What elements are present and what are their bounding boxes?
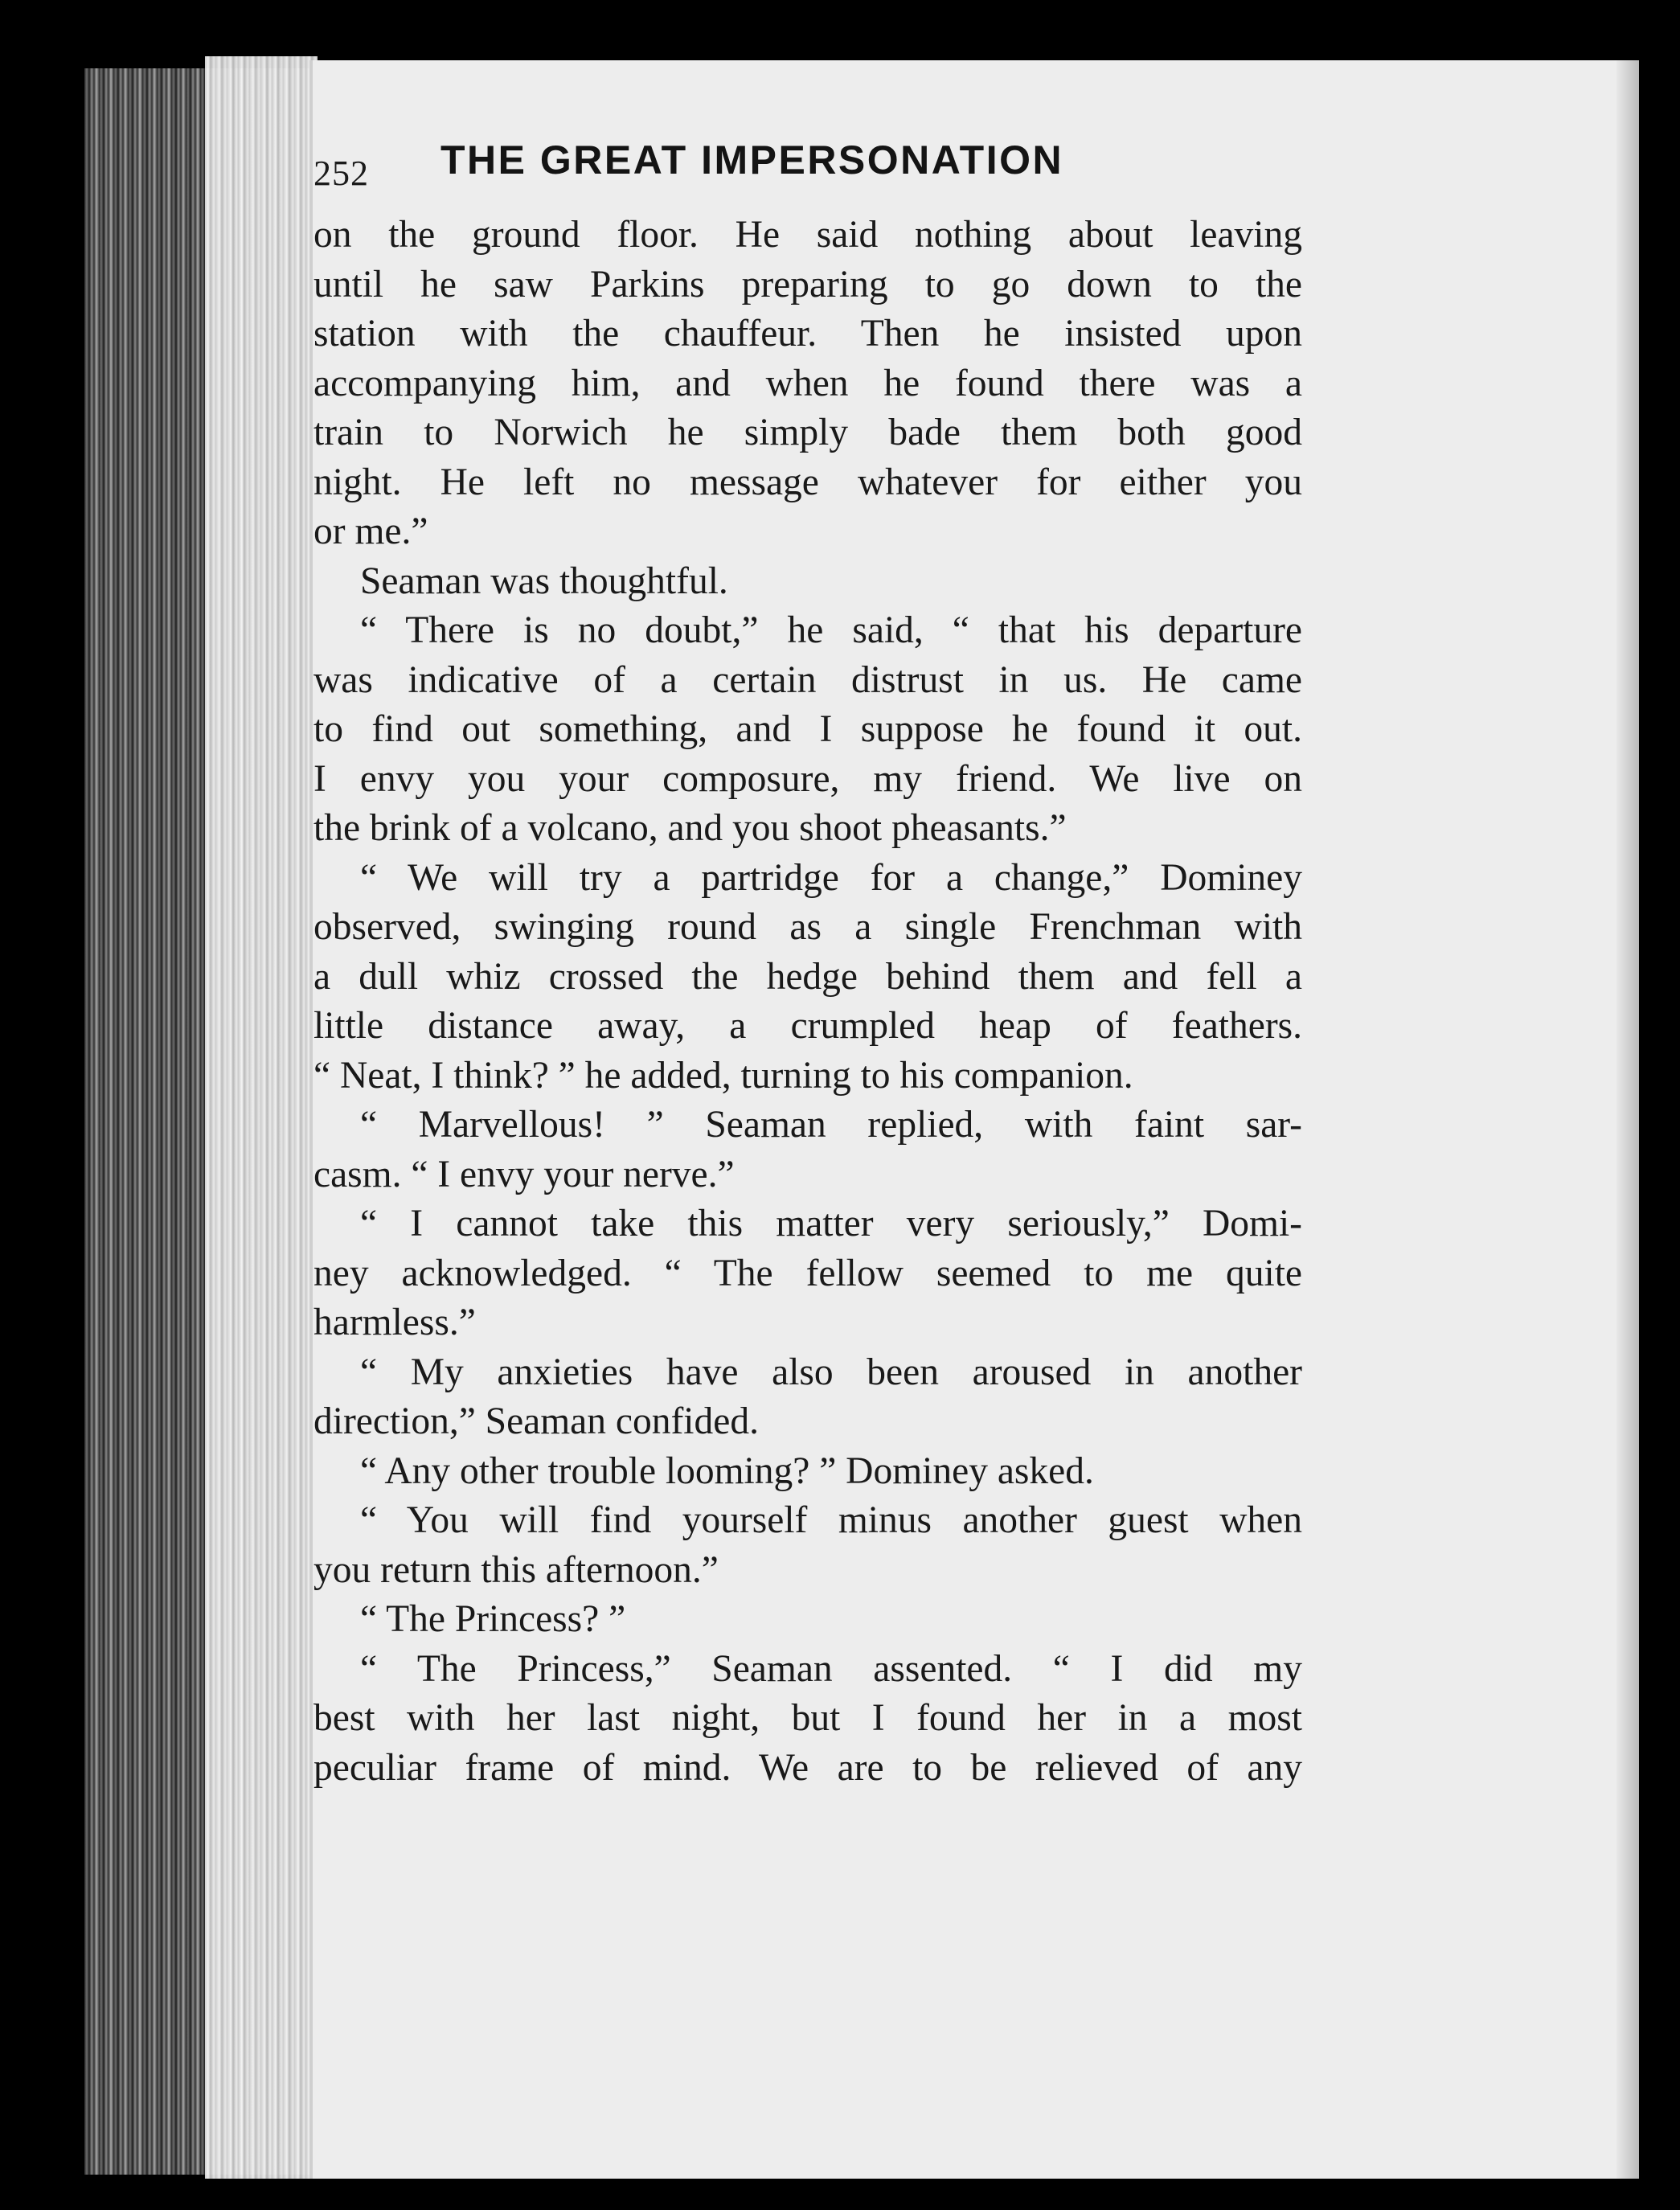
book-page-edges-highlight [205, 56, 318, 2179]
page-gutter-shadow [1616, 60, 1639, 2179]
text-line: the brink of a volcano, and you shoot pheasants.” [313, 807, 1067, 849]
text-line: little distance away, a crumpled heap of feathers. [313, 1005, 1302, 1047]
text-line: on the ground floor. He said nothing about leaving [313, 214, 1302, 256]
text-line: was indicative of a certain distrust in us. He came [313, 658, 1302, 701]
text-line: “ The Princess,” Seaman assented. “ I did my [360, 1647, 1302, 1690]
text-line: “ The Princess? ” [360, 1598, 626, 1640]
text-line: a dull whiz crossed the hedge behind them and fell a [313, 955, 1302, 998]
text-line: to find out something, and I suppose he found it out. [313, 708, 1302, 750]
text-line: night. He left no message whatever for either you [313, 461, 1302, 503]
text-line: best with her last night, but I found her in a most [313, 1697, 1302, 1739]
text-line: “ We will try a partridge for a change,” Dominey [360, 856, 1302, 899]
text-line: “ I cannot take this matter very seriously,” Domi- [360, 1203, 1302, 1244]
page-number: 252 [313, 154, 369, 193]
text-line: harmless.” [313, 1302, 476, 1343]
running-head [313, 137, 1294, 209]
text-line: you return this afternoon.” [313, 1548, 719, 1591]
body-text [313, 211, 1302, 1793]
text-line: train to Norwich he simply bade them both good [313, 412, 1302, 453]
text-line: observed, swinging round as a single Frenchman with [313, 906, 1302, 948]
text-line: casm. “ I envy your nerve.” [313, 1153, 735, 1195]
running-title: THE GREAT IMPERSONATION [440, 137, 1064, 182]
text-line: Seaman was thoughtful. [360, 560, 728, 602]
text-line: direction,” Seaman confided. [313, 1400, 759, 1442]
text-line: “ My anxieties have also been aroused in another [360, 1351, 1302, 1393]
text-line: “ Any other trouble looming? ” Dominey asked. [360, 1449, 1094, 1492]
text-line: “ You will find yourself minus another guest when [360, 1499, 1302, 1541]
text-line: station with the chauffeur. Then he insisted upon [313, 313, 1302, 355]
text-line: “ Neat, I think? ” he added, turning to his companion. [313, 1054, 1133, 1097]
text-line: “ Marvellous! ” Seaman replied, with faint sar- [360, 1104, 1302, 1146]
text-line: “ There is no doubt,” he said, “ that his departure [360, 609, 1302, 651]
text-line: or me.” [313, 510, 428, 552]
text-line: I envy you your composure, my friend. We live on [313, 757, 1302, 800]
text-line: peculiar frame of mind. We are to be relieved of any [313, 1746, 1302, 1789]
text-line: ney acknowledged. “ The fellow seemed to me quite [313, 1252, 1302, 1294]
text-line: until he saw Parkins preparing to go down to the [313, 263, 1302, 305]
text-line: accompanying him, and when he found there was a [313, 362, 1302, 404]
